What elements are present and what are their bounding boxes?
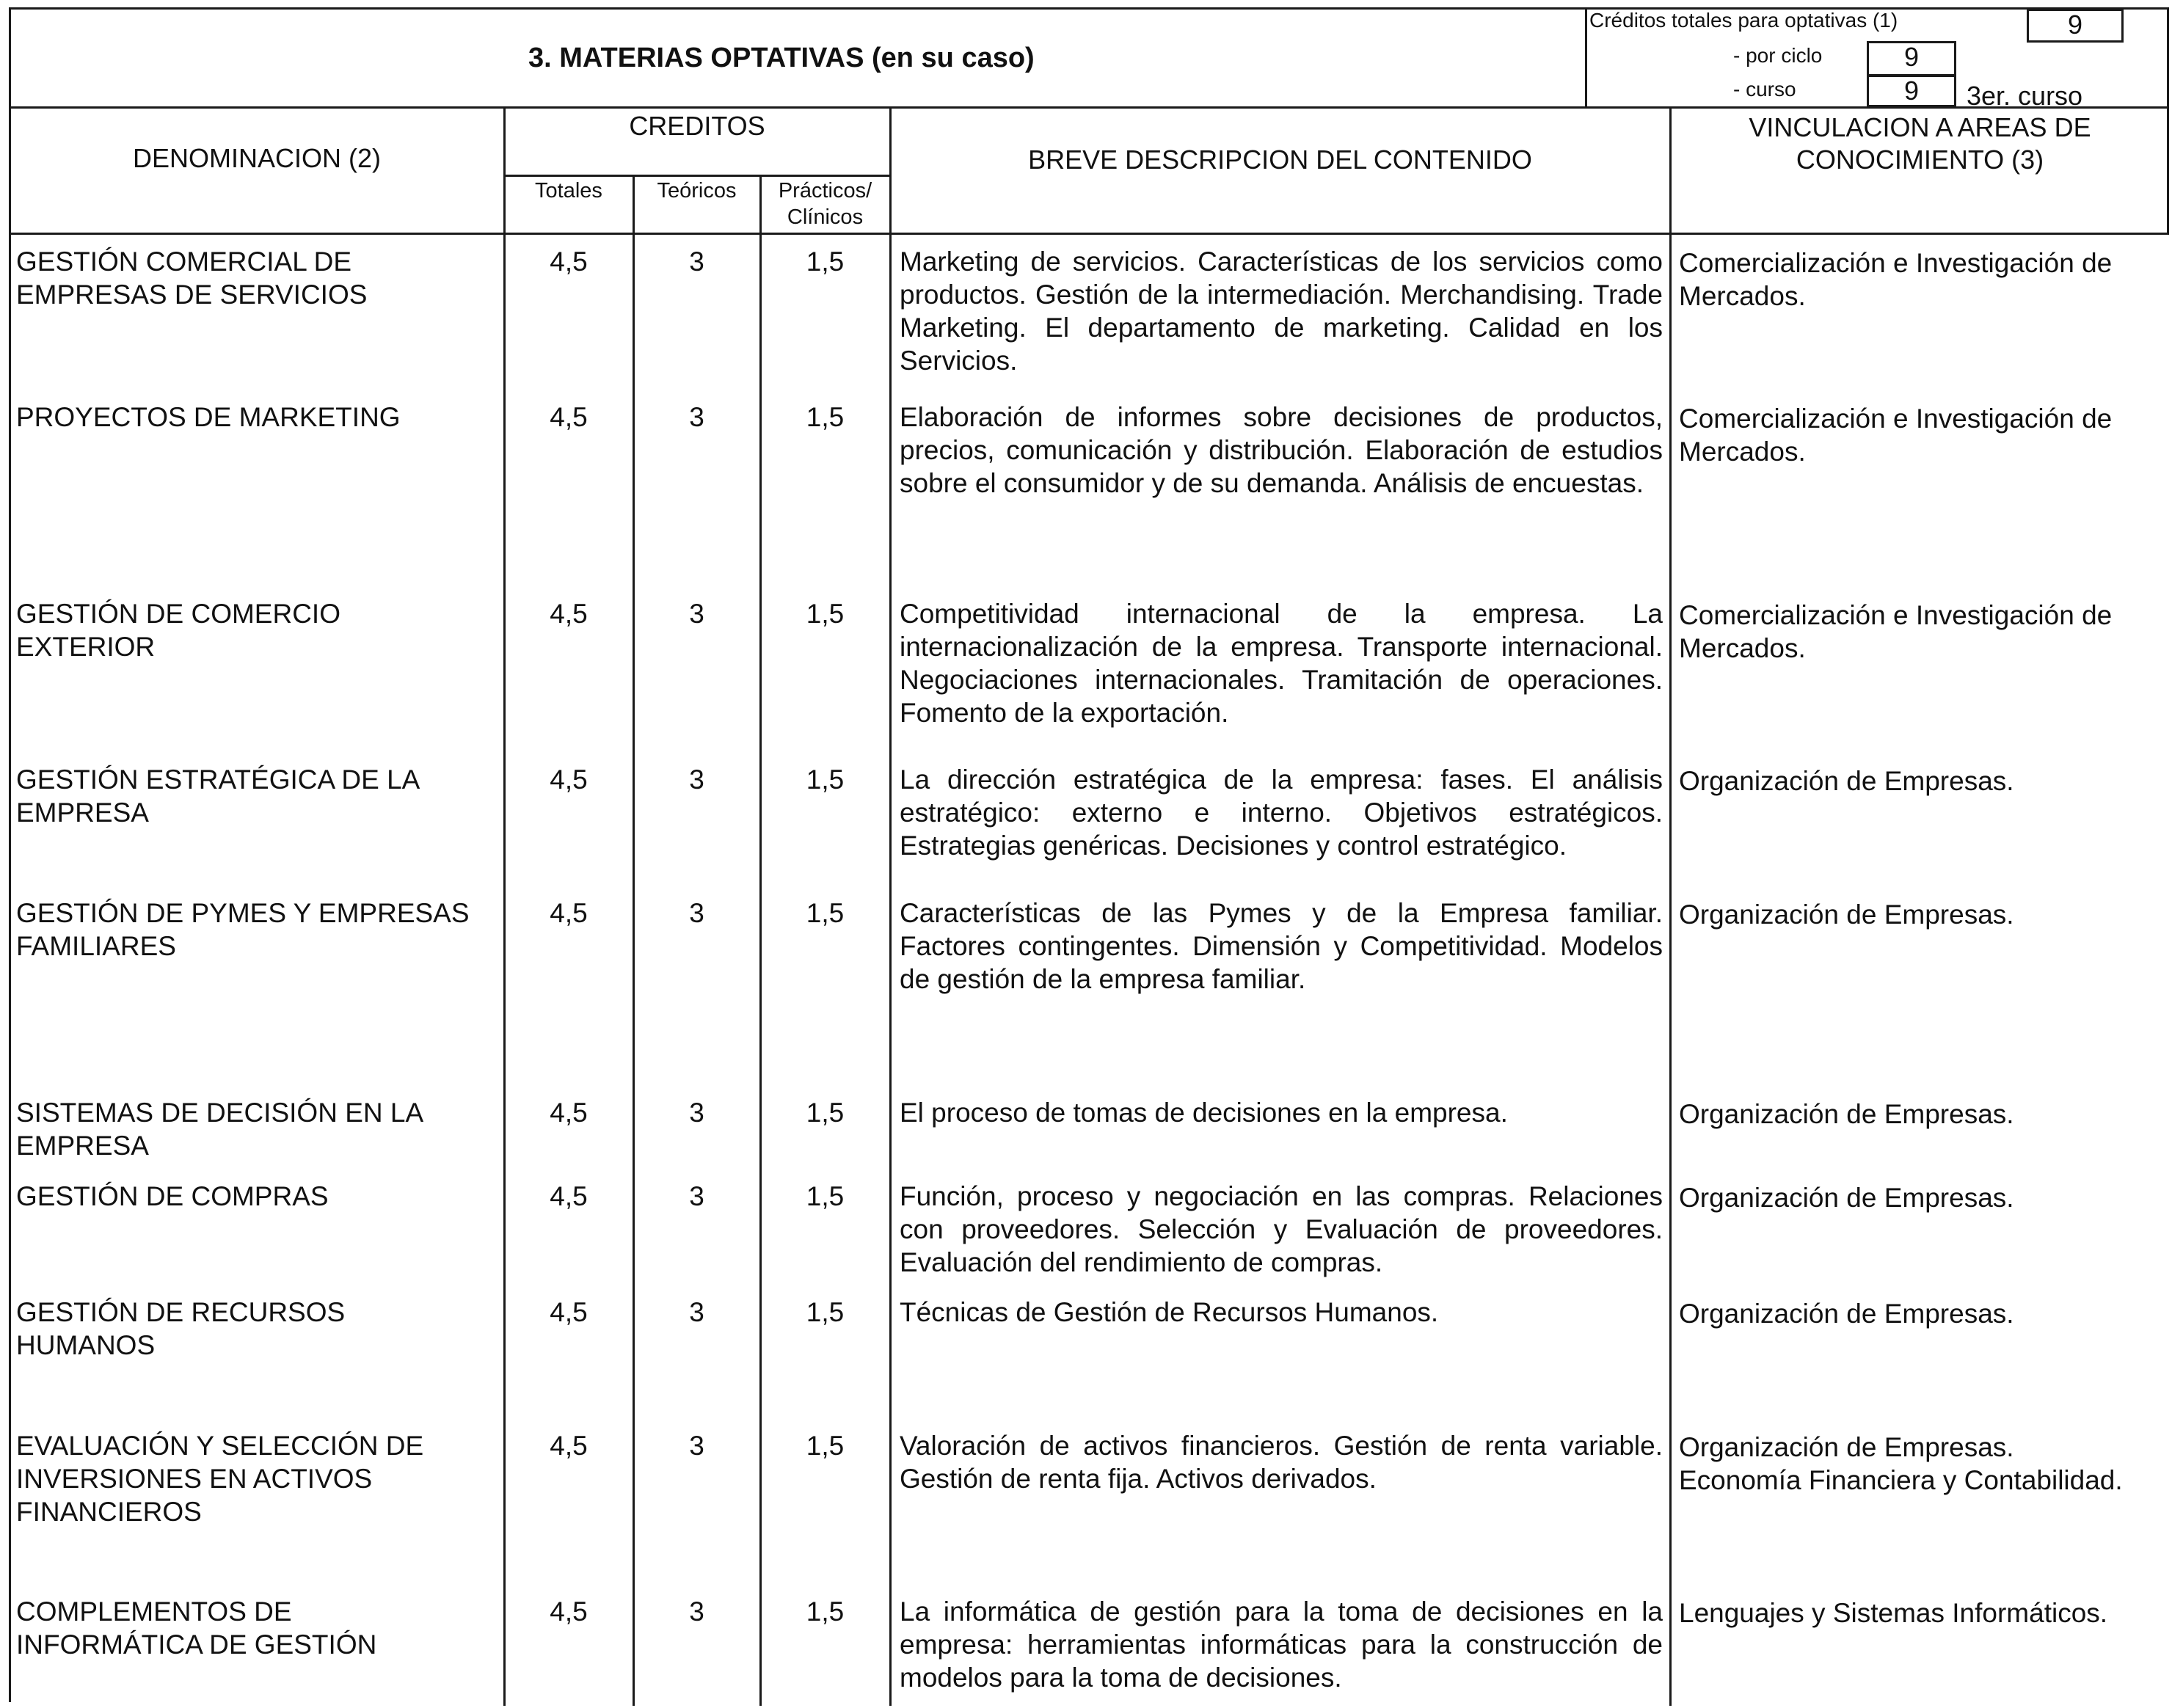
row-8-practicos: 1,5 (806, 1431, 845, 1461)
row-1-teoricos: 3 (689, 402, 704, 432)
creditos-totales-box: 9 (2027, 9, 2124, 43)
row-6-description: Función, proceso y negociación en las compras. Relaciones con proveedores. Selección y Evaluación de proveedores. Evaluación del rendimiento de compras. (900, 1181, 1663, 1277)
row-2-practicos: 1,5 (806, 599, 845, 629)
row-5-teoricos: 3 (689, 1098, 704, 1128)
row-2-name-line: EXTERIOR (16, 632, 156, 662)
row-0-name-line: GESTIÓN COMERCIAL DE (16, 247, 352, 277)
row-0-practicos: 1,5 (806, 247, 845, 277)
row-7-area-line: Organización de Empresas. (1679, 1299, 2014, 1329)
row-8-area-line: Organización de Empresas. (1679, 1432, 2014, 1462)
row-1-totales: 4,5 (550, 402, 588, 432)
row-5-totales: 4,5 (550, 1098, 588, 1128)
por-ciclo-label: - por ciclo (1733, 44, 1823, 67)
header-divider (1585, 7, 1587, 107)
row-4-area-line: Organización de Empresas. (1679, 899, 2014, 930)
page-title: 3. MATERIAS OPTATIVAS (en su caso) (528, 43, 1035, 73)
row-2-name-line: GESTIÓN DE COMERCIO (16, 599, 340, 629)
header-bottom-rule (9, 106, 2169, 109)
col-header-denominacion: DENOMINACION (2) (132, 143, 381, 173)
row-7-practicos: 1,5 (806, 1297, 845, 1327)
row-7-name-line: HUMANOS (16, 1330, 156, 1360)
row-3-area-line: Organización de Empresas. (1679, 766, 2014, 796)
row-2-area-line: Comercialización e Investigación de (1679, 600, 2113, 630)
row-2-area-line: Mercados. (1679, 633, 1806, 663)
row-3-description: La dirección estratégica de la empresa: fases. El análisis estratégico: externo e interno. Objetivos estratégicos. Estrategias genéricas. Decisiones y control estratégico. (900, 764, 1663, 861)
creditos-subheader-rule (503, 175, 891, 177)
row-6-practicos: 1,5 (806, 1181, 845, 1211)
col-header-teoricos: Teóricos (657, 179, 737, 202)
row-3-practicos: 1,5 (806, 764, 845, 795)
row-1-practicos: 1,5 (806, 402, 845, 432)
row-1-area-line: Comercialización e Investigación de (1679, 404, 2113, 434)
row-4-name-line: FAMILIARES (16, 931, 176, 961)
row-5-description: El proceso de tomas de decisiones en la empresa. (900, 1098, 1508, 1128)
col-header-descripcion: BREVE DESCRIPCION DEL CONTENIDO (1028, 145, 1532, 175)
row-4-name-line: GESTIÓN DE PYMES Y EMPRESAS (16, 898, 470, 928)
row-0-area-line: Comercialización e Investigación de (1679, 248, 2113, 278)
column-header-bottom-rule (9, 233, 2169, 235)
row-4-teoricos: 3 (689, 898, 704, 928)
left-border (9, 7, 11, 1702)
row-3-teoricos: 3 (689, 764, 704, 795)
row-9-name-line: COMPLEMENTOS DE (16, 1596, 292, 1627)
col-header-totales: Totales (535, 179, 602, 202)
row-1-name-line: PROYECTOS DE MARKETING (16, 402, 401, 432)
row-0-name-line: EMPRESAS DE SERVICIOS (16, 280, 368, 310)
col-header-vinculacion-1: VINCULACION A AREAS DE (1749, 112, 2091, 142)
col-header-clinicos: Clínicos (787, 205, 864, 229)
por-ciclo-box: 9 (1867, 41, 1956, 76)
row-8-name-line: FINANCIEROS (16, 1497, 202, 1527)
row-3-totales: 4,5 (550, 764, 588, 795)
row-9-area-line: Lenguajes y Sistemas Informáticos. (1679, 1598, 2108, 1628)
row-4-totales: 4,5 (550, 898, 588, 928)
row-8-area-line: Economía Financiera y Contabilidad. (1679, 1465, 2123, 1495)
row-8-description: Valoración de activos financieros. Gestión de renta variable. Gestión de renta fija. Activos derivados. (900, 1431, 1663, 1494)
row-9-name-line: INFORMÁTICA DE GESTIÓN (16, 1629, 377, 1660)
col-header-creditos: CREDITOS (629, 111, 765, 141)
row-5-name-line: SISTEMAS DE DECISIÓN EN LA (16, 1098, 424, 1128)
row-7-description: Técnicas de Gestión de Recursos Humanos. (900, 1297, 1439, 1327)
row-1-area-line: Mercados. (1679, 437, 1806, 467)
row-9-teoricos: 3 (689, 1596, 704, 1627)
curso-label: - curso (1733, 78, 1796, 101)
row-6-totales: 4,5 (550, 1181, 588, 1211)
row-8-teoricos: 3 (689, 1431, 704, 1461)
row-8-name-line: INVERSIONES EN ACTIVOS (16, 1464, 373, 1494)
row-7-teoricos: 3 (689, 1297, 704, 1327)
row-9-description: La informática de gestión para la toma de decisiones en la empresa: herramientas informáticas para la construcción de modelos para la toma de decisiones. (900, 1596, 1663, 1693)
row-9-totales: 4,5 (550, 1596, 588, 1627)
curso-box: 9 (1867, 75, 1956, 107)
row-6-teoricos: 3 (689, 1181, 704, 1211)
curso-note: 3er. curso (1967, 81, 2083, 111)
creditos-totales-label: Créditos totales para optativas (1) (1589, 9, 1898, 32)
row-0-description: Marketing de servicios. Características de los servicios como productos. Gestión de la intermediación. Merchandising. Trade Marketing. El departamento de marketing. Calidad en los Servicios. (900, 247, 1663, 376)
row-3-name-line: EMPRESA (16, 798, 149, 828)
row-2-teoricos: 3 (689, 599, 704, 629)
col-header-practicos: Prácticos/ (778, 179, 872, 202)
row-4-description: Características de las Pymes y de la Empresa familiar. Factores contingentes. Dimensión y Competitividad. Modelos de gestión de la empresa familiar. (900, 898, 1663, 994)
row-7-totales: 4,5 (550, 1297, 588, 1327)
row-9-practicos: 1,5 (806, 1596, 845, 1627)
row-5-name-line: EMPRESA (16, 1131, 149, 1161)
col-header-vinculacion-2: CONOCIMIENTO (3) (1796, 145, 2044, 175)
row-7-name-line: GESTIÓN DE RECURSOS (16, 1297, 346, 1327)
col-line-descripcion (1669, 106, 1672, 1706)
row-0-area-line: Mercados. (1679, 281, 1806, 311)
row-4-practicos: 1,5 (806, 898, 845, 928)
row-8-name-line: EVALUACIÓN Y SELECCIÓN DE (16, 1431, 424, 1461)
row-0-teoricos: 3 (689, 247, 704, 277)
row-2-totales: 4,5 (550, 599, 588, 629)
row-6-area-line: Organización de Empresas. (1679, 1183, 2014, 1213)
row-2-description: Competitividad internacional de la empresa. La internacionalización de la empresa. Transporte internacional. Negociaciones internacionales. Tramitación de operaciones. Fomento de la exportación. (900, 599, 1663, 728)
col-line-practicos (889, 106, 892, 1706)
row-0-totales: 4,5 (550, 247, 588, 277)
row-3-name-line: GESTIÓN ESTRATÉGICA DE LA (16, 764, 420, 795)
row-8-totales: 4,5 (550, 1431, 588, 1461)
row-5-area-line: Organización de Empresas. (1679, 1099, 2014, 1129)
row-6-name-line: GESTIÓN DE COMPRAS (16, 1181, 329, 1211)
row-5-practicos: 1,5 (806, 1098, 845, 1128)
row-1-description: Elaboración de informes sobre decisiones de productos, precios, comunicación y distribución. Elaboración de estudios sobre el consumidor y de su demanda. Análisis de encuestas. (900, 402, 1663, 498)
